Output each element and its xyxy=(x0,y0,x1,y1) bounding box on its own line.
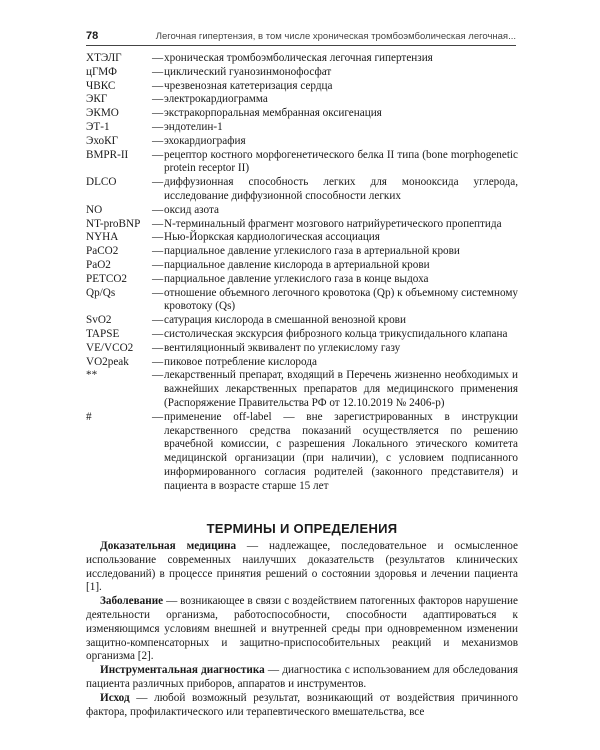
abbreviation-term: VO2peak xyxy=(86,355,129,368)
abbreviation-row xyxy=(86,149,518,177)
abbreviation-row xyxy=(86,369,518,410)
term-name: Заболевание xyxy=(100,595,164,608)
term-paragraph xyxy=(86,692,518,720)
dash: — xyxy=(152,286,164,299)
abbreviation-definition: хроническая тромбоэмболическая легочная гипертензия xyxy=(164,52,433,64)
abbreviation-row xyxy=(86,287,518,315)
abbreviation-term: # xyxy=(86,410,92,423)
dash: — xyxy=(152,148,164,161)
abbreviation-definition: N-терминальный фрагмент мозгового натрийуретического пропептида xyxy=(164,217,502,230)
abbreviation-row xyxy=(86,231,518,245)
dash: — xyxy=(152,272,164,285)
abbreviation-definition: сатурация кислорода в смешанной венозной крови xyxy=(164,314,406,327)
abbreviation-definition: рецептор костного морфогенетического белка II типа (bone morphogenetic protein receptor II) xyxy=(164,148,518,175)
abbreviation-definition: эхокардиография xyxy=(164,134,246,147)
abbreviation-term: Qp/Qs xyxy=(86,286,116,299)
dash: — xyxy=(152,107,164,120)
section-title: ТЕРМИНЫ И ОПРЕДЕЛЕНИЯ xyxy=(206,521,398,536)
abbreviation-term: ЭКМО xyxy=(86,107,119,120)
abbreviation-row xyxy=(86,121,518,135)
abbreviation-term: NO xyxy=(86,203,103,216)
term-text: — возникающее в связи с воздействием патогенных факторов нарушение деятельности организма, работоспособности, способности адаптироваться к изменяющимся условиям внешней и внутренней среды при одновременном изменении защитно-компенсаторных и защитно-приспособительных реакций и механизмов организма [2]. xyxy=(86,595,518,663)
abbreviation-term: BMPR-II xyxy=(86,148,129,161)
dash: — xyxy=(152,231,164,244)
abbreviation-definition: парциальное давление кислорода в артериальной крови xyxy=(164,258,430,271)
abbreviation-term: VE/VCO2 xyxy=(86,341,134,354)
abbreviation-term: ЭКГ xyxy=(86,93,108,106)
dash: — xyxy=(152,369,164,382)
abbreviation-row xyxy=(86,80,518,94)
abbreviation-definition: вентиляционный эквивалент по углекислому газу xyxy=(164,341,401,354)
abbreviation-definition: циклический гуанозинмонофосфат xyxy=(164,65,332,78)
abbreviation-definition: оксид азота xyxy=(164,203,219,216)
abbreviation-row xyxy=(86,273,518,287)
abbreviation-term: NYHA xyxy=(86,231,119,244)
abbreviation-definition: парциальное давление углекислого газа в артериальной крови xyxy=(164,245,460,258)
dash: — xyxy=(152,176,164,189)
dash: — xyxy=(152,120,164,133)
dash: — xyxy=(152,355,164,368)
abbreviation-term: SvO2 xyxy=(86,314,112,327)
running-title: Легочная гипертензия, в том числе хроническая тромбоэмболическая легочная... xyxy=(155,31,516,42)
abbreviation-row xyxy=(86,107,518,121)
dash: — xyxy=(152,52,164,64)
term-paragraph xyxy=(86,664,518,692)
abbreviation-row xyxy=(86,135,518,149)
dash: — xyxy=(152,314,164,327)
abbreviation-row xyxy=(86,356,518,370)
abbreviation-term: ЧВКС xyxy=(86,79,116,92)
abbreviation-definition: пиковое потребление кислорода xyxy=(164,355,317,368)
abbreviations-list xyxy=(86,52,518,494)
dash: — xyxy=(152,203,164,216)
abbreviation-term: цГМФ xyxy=(86,65,117,78)
abbreviation-definition: Нью-Йоркская кардиологическая ассоциация xyxy=(164,231,380,244)
abbreviation-term: DLCO xyxy=(86,176,117,189)
dash: — xyxy=(152,327,164,340)
dash: — xyxy=(152,93,164,106)
abbreviation-term: ЭТ-1 xyxy=(86,120,110,133)
abbreviation-definition: лекарственный препарат, входящий в Перечень жизненно необходимых и важнейших лекарственных препаратов для медицинского применения (Распоряжение Правительства РФ от 12.10.2019 № 2406-р) xyxy=(164,369,518,409)
terms-section xyxy=(86,540,518,719)
abbreviation-row xyxy=(86,314,518,328)
page-number: 78 xyxy=(86,30,99,42)
dash: — xyxy=(152,410,164,423)
abbreviation-row xyxy=(86,328,518,342)
abbreviation-definition: применение off-label — вне зарегистрированных в инструкции лекарственного средства показаний осуществляется по решению врачебной комиссии, с разрешения Локального этического комитета медицинской организации (при наличии), с условием подписанного информированного согласия родителей (законного представителя) и пациента в возрасте старше 15 лет xyxy=(164,410,518,492)
abbreviation-definition: экстракорпоральная мембранная оксигенация xyxy=(164,107,382,120)
dash: — xyxy=(152,134,164,147)
abbreviation-row xyxy=(86,204,518,218)
term-text: — диагностика с использованием для обследования пациента различных приборов, аппаратов и инструментов. xyxy=(86,664,518,690)
abbreviation-term: PETCO2 xyxy=(86,272,128,285)
dash: — xyxy=(152,258,164,271)
page-header xyxy=(86,30,516,46)
abbreviation-row xyxy=(86,66,518,80)
term-paragraph xyxy=(86,595,518,664)
abbreviation-term: NT-proBNP xyxy=(86,217,141,230)
abbreviation-row xyxy=(86,411,518,494)
abbreviation-definition: парциальное давление углекислого газа в конце выдоха xyxy=(164,272,429,285)
dash: — xyxy=(152,245,164,258)
term-text: — любой возможный результат, возникающий от воздействия причинного фактора, профилактического или терапевтического вмешательства, все xyxy=(86,691,518,718)
abbreviation-row xyxy=(86,342,518,356)
abbreviation-term: ЭхоКГ xyxy=(86,134,119,147)
abbreviation-row xyxy=(86,218,518,232)
term-name: Доказательная медицина xyxy=(100,540,237,552)
abbreviation-definition: чрезвенозная катетеризация сердца xyxy=(164,79,333,92)
abbreviation-term: ХТЭЛГ xyxy=(86,52,122,64)
term-name: Инструментальная диагностика xyxy=(100,664,265,677)
abbreviation-row xyxy=(86,52,518,66)
abbreviation-definition: отношение объемного легочного кровотока (Qp) к объемному системному кровотоку (Qs) xyxy=(164,286,518,313)
abbreviation-row xyxy=(86,176,518,204)
abbreviation-definition: систолическая экскурсия фиброзного кольца трикуспидального клапана xyxy=(164,327,508,340)
abbreviation-definition: диффузионная способность легких для монооксида углерода, исследование диффузионной способности легких xyxy=(164,176,518,202)
abbreviation-term: PaCO2 xyxy=(86,245,119,258)
term-paragraph xyxy=(86,540,518,595)
abbreviation-definition: эндотелин-1 xyxy=(164,120,223,133)
abbreviation-term: ** xyxy=(86,369,98,382)
abbreviation-term: PaO2 xyxy=(86,258,111,271)
dash: — xyxy=(152,217,164,230)
abbreviation-term: TAPSE xyxy=(86,327,120,340)
abbreviation-row xyxy=(86,245,518,259)
term-name: Исход xyxy=(100,691,130,704)
abbreviation-row xyxy=(86,259,518,273)
term-text: — надлежащее, последовательное и осмысленное использование современных наилучших доказательств (результатов клинических исследований) в процессе принятия решений о состоянии здоровья и лечении пациента [1]. xyxy=(86,540,518,594)
dash: — xyxy=(152,341,164,354)
dash: — xyxy=(152,65,164,78)
abbreviation-definition: электрокардиограмма xyxy=(164,93,268,106)
dash: — xyxy=(152,79,164,92)
abbreviation-row xyxy=(86,93,518,107)
